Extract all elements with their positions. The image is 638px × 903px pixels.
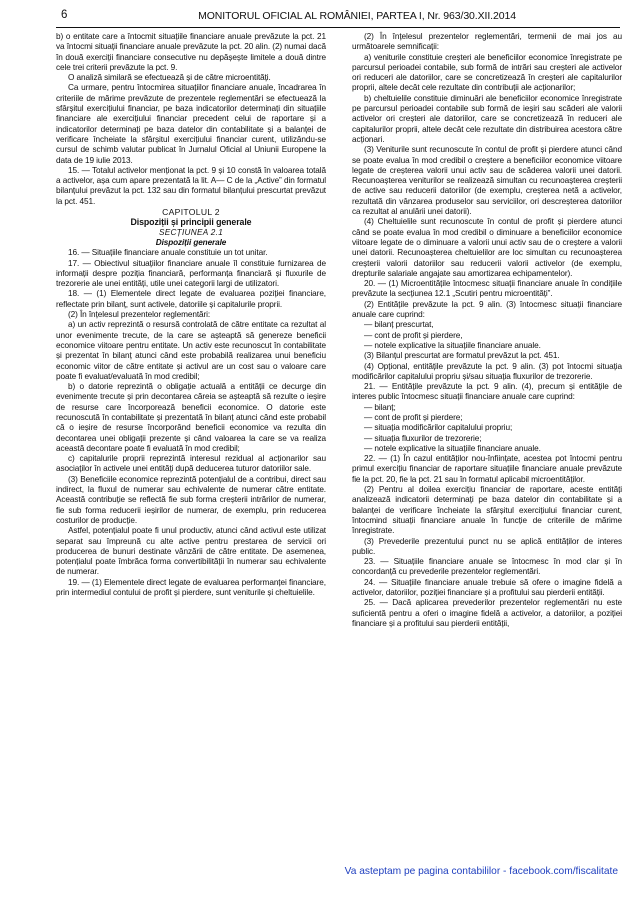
- paragraph: 25. — Dacă aplicarea prevederilor prezentelor reglementări nu este suficientă pentru a oferi o imagine fidelă a activelor, a datoriilor, a poziției financiare și a profitului sau pierderii entității,: [352, 598, 622, 628]
- paragraph: (4) Cheltuielile sunt recunoscute în contul de profit și pierdere atunci când se poate evalua în mod credibil o diminuare a beneficiilor economice viitoare legate de o diminuare a valorii unui activ sau de o creștere a valorii unei datorii. Recunoașterea cheltuielilor are loc simultan cu recunoașterea creșterii valorii datoriilor sau reducerii valorii activelor (de exemplu, drepturile salariale angajate sau amortizarea echipamentelor).: [352, 217, 622, 278]
- paragraph: b) o datorie reprezintă o obligație actuală a entității ce decurge din evenimente trecute și prin decontarea căreia se așteaptă să rezulte o ieșire de resurse care încorporează beneficii economice. O datorie este recunoscută în contabilitate și prezentată în bilanț atunci când este probabil că o ieșire de resurse încorporând beneficii economice va rezulta din decontarea unei obligații prezente și când valoarea la care se va realiza această decontare poate fi evaluată în mod credibil;: [56, 382, 326, 453]
- left-column: [56, 32, 326, 598]
- paragraph: (3) Beneficiile economice reprezintă potențialul de a contribui, direct sau indirect, la fluxul de numerar sau echivalente de numerar către entitate. Această contribuție se reflectă fie sub forma creșterii intrărilor de numerar, fie sub forma reducerii ieșirilor de numerar, de exemplu, prin reducerea costurilor de producție.: [56, 474, 326, 525]
- paragraph: b) o entitate care a întocmit situațiile financiare anuale prevăzute la pct. 21 va întocmi situații financiare anuale prevăzute la pct. 20 alin. (2) numai dacă în două exerciții financiare consecutive nu depășește limitele a două dintre cele trei criterii prevăzute la pct. 9.: [56, 32, 326, 72]
- list-item: — bilanț;: [364, 402, 396, 412]
- paragraph: 18. — (1) Elementele direct legate de evaluarea poziției financiare, reflectate prin bilanț, sunt activele, datoriile și capitalurile proprii.: [56, 289, 326, 309]
- paragraph: (2) În înțelesul prezentelor reglementări, termenii de mai jos au următoarele semnificații:: [352, 32, 622, 52]
- paragraph: 15. — Totalul activelor menționat la pct. 9 și 10 constă în valoarea totală a activelor, așa cum apare prezentată la lit. A— C de la „Active” din formatul bilanțului prevăzut la pct. 132 sau din formatul bilanțului prescurtat prevăzut la pct. 451.: [56, 165, 326, 206]
- paragraph: (2) În înțelesul prezentelor reglementări:: [68, 310, 211, 320]
- paragraph: 22. — (1) În cazul entităților nou-înființate, acestea pot întocmi pentru primul exercițiu financiar de raportare situațiile financiare anuale prevăzute fie la pct. 20, fie la pct. 21 sau în formatul aplicabil microentităților.: [352, 454, 622, 484]
- paragraph: a) un activ reprezintă o resursă controlată de către entitate ca rezultat al unor evenimente trecute, de la care se așteaptă să genereze beneficii economice viitoare pentru entitate. Un activ este recunoscut în contabilitate și prezentat în bilanț atunci când este probabilă realizarea unui beneficiu economic viitor de către entitate și activul are un cost sau o valoare care poate fi evaluat/evaluată în mod credibil;: [56, 320, 326, 381]
- list-item: — bilanț prescurtat,: [364, 320, 434, 330]
- paragraph: Ca urmare, pentru întocmirea situațiilor financiare anuale, încadrarea în criteriile de mărime prevăzute de prezentele reglementări se efectuează la sfârșitul exercițiului financiar, pe baza indicatorilor determinați din situațiile financiare ale exercițiului financiar precedent celui de raportare și a indicatorilor determinați pe baza datelor din contabilitate și a balanței de verificare încheiate la sfârșitul exercițiului financiar curent, utilizându-se cursul de schimb valutar publicat în Jurnalul Oficial al Uniunii Europene la data de 19 iulie 2013.: [56, 83, 326, 165]
- paragraph: Astfel, potențialul poate fi unul productiv, atunci când activul este utilizat separat sau împreună cu alte active pentru prestarea de servicii ori producerea de bunuri destinate vânzării de către entitate. De asemenea, potențialul poate îmbrăca forma convertibilității în numerar sau echivalente de numerar.: [56, 526, 326, 577]
- paragraph: 21. — Entitățile prevăzute la pct. 9 alin. (4), precum și entitățile de interes public întocmesc situații financiare anuale care cuprind:: [352, 382, 622, 402]
- paragraph: (4) Opțional, entitățile prevăzute la pct. 9 alin. (3) pot întocmi situația modificărilor capitalului propriu și/sau situația fluxurilor de trezorerie.: [352, 361, 622, 381]
- paragraph: 19. — (1) Elementele direct legate de evaluarea performanței financiare, prin intermediul contului de profit și pierdere, sunt veniturile și cheltuielile.: [56, 577, 326, 598]
- header-divider: [56, 27, 620, 28]
- list-item: — cont de profit și pierdere,: [364, 330, 463, 340]
- paragraph: 17. — Obiectivul situațiilor financiare anuale îl constituie furnizarea de informații despre poziția financiară, performanța financiară și fluxurile de trezorerie ale unei entități, utile unei categorii largi de utilizatori.: [56, 258, 326, 289]
- page-number: 6: [61, 9, 68, 21]
- list-item: — cont de profit și pierdere;: [364, 412, 463, 422]
- page-header-title: MONITORUL OFICIAL AL ROMÂNIEI, PARTEA I, Nr. 963/30.XII.2014: [198, 10, 516, 22]
- chapter-title: Dispoziții și principii generale: [130, 217, 252, 228]
- footer-facebook-link[interactable]: Va asteptam pe pagina contabililor - facebook.com/fiscalitate: [344, 866, 618, 877]
- paragraph: (2) Entitățile prevăzute la pct. 9 alin. (3) întocmesc situații financiare anuale care cuprind:: [352, 299, 622, 320]
- right-column: [352, 32, 622, 629]
- paragraph: (3) Prevederile prezentului punct nu se aplică entităților de interes public.: [352, 536, 622, 556]
- paragraph: b) cheltuielile constituie diminuări ale beneficiilor economice înregistrate pe parcursul perioadei contabile sub formă de ieșiri sau scăderi ale valorii activelor ori creșteri ale datoriilor, care se concretizează în reduceri ale capitalurilor proprii, altele decât cele rezultate din distribuirea acestora către acționari.: [352, 93, 622, 144]
- paragraph: 20. — (1) Microentitățile întocmesc situații financiare anuale în condițiile prevăzute la secțiunea 12.1 „Scutiri pentru microentități”.: [352, 279, 622, 299]
- chapter-label: CAPITOLUL 2: [162, 207, 220, 218]
- section-label: SECȚIUNEA 2.1: [158, 227, 224, 237]
- paragraph: O analiză similară se efectuează și de către microentități.: [68, 73, 271, 83]
- list-item: — situația fluxurilor de trezorerie;: [364, 433, 482, 443]
- list-item: — situația modificărilor capitalului propriu;: [364, 423, 513, 433]
- paragraph: (3) Veniturile sunt recunoscute în contul de profit și pierdere atunci când se poate evalua în mod credibil o creștere a beneficiilor economice viitoare legate de creșterea valorii unui activ sau de scăderea valorii unei datorii. Recunoașterea veniturilor se realizează simultan cu recunoașterea creșterii de active sau reducerii datoriilor (de exemplu, creșterea netă a activelor, rezultată din vânzarea produselor sau serviciilor, ori descreșterea datoriilor ca rezultat al anulării unei datorii).: [352, 145, 622, 217]
- paragraph: (2) Pentru al doilea exercițiu financiar de raportare, aceste entități analizează indicatorii determinați pe baza datelor din contabilitate și a balanței de verificare încheiate la sfârșitul exercițiului financiar curent, întocmind situații financiare anuale în funcție de criteriile de mărime înregistrate.: [352, 485, 622, 536]
- list-item: — notele explicative la situațiile financiare anuale.: [364, 443, 541, 453]
- paragraph: 23. — Situațiile financiare anuale se întocmesc în mod clar și în concordanță cu prevederile prezentelor reglementări.: [352, 557, 622, 577]
- paragraph: a) veniturile constituie creșteri ale beneficiilor economice înregistrate pe parcursul perioadei contabile, sub formă de intrări sau creșteri ale activelor ori reduceri ale datoriilor, care se concretizează în creșteri ale capitalurilor proprii, altele decât cele rezultate din contribuții ale acționarilor;: [352, 52, 622, 93]
- paragraph: 16. — Situațiile financiare anuale constituie un tot unitar.: [68, 248, 268, 258]
- paragraph: (3) Bilanțul prescurtat are formatul prevăzut la pct. 451.: [364, 351, 560, 361]
- section-title: Dispoziții generale: [155, 237, 227, 247]
- paragraph: c) capitalurile proprii reprezintă interesul rezidual al acționarilor sau asociaților în activele unei entități după deducerea tuturor datoriilor sale.: [56, 454, 326, 474]
- paragraph: 24. — Situațiile financiare anuale trebuie să ofere o imagine fidelă a activelor, datoriilor, poziției financiare și a profitului sau pierderii entității.: [352, 577, 622, 598]
- list-item: — notele explicative la situațiile financiare anuale.: [364, 340, 541, 350]
